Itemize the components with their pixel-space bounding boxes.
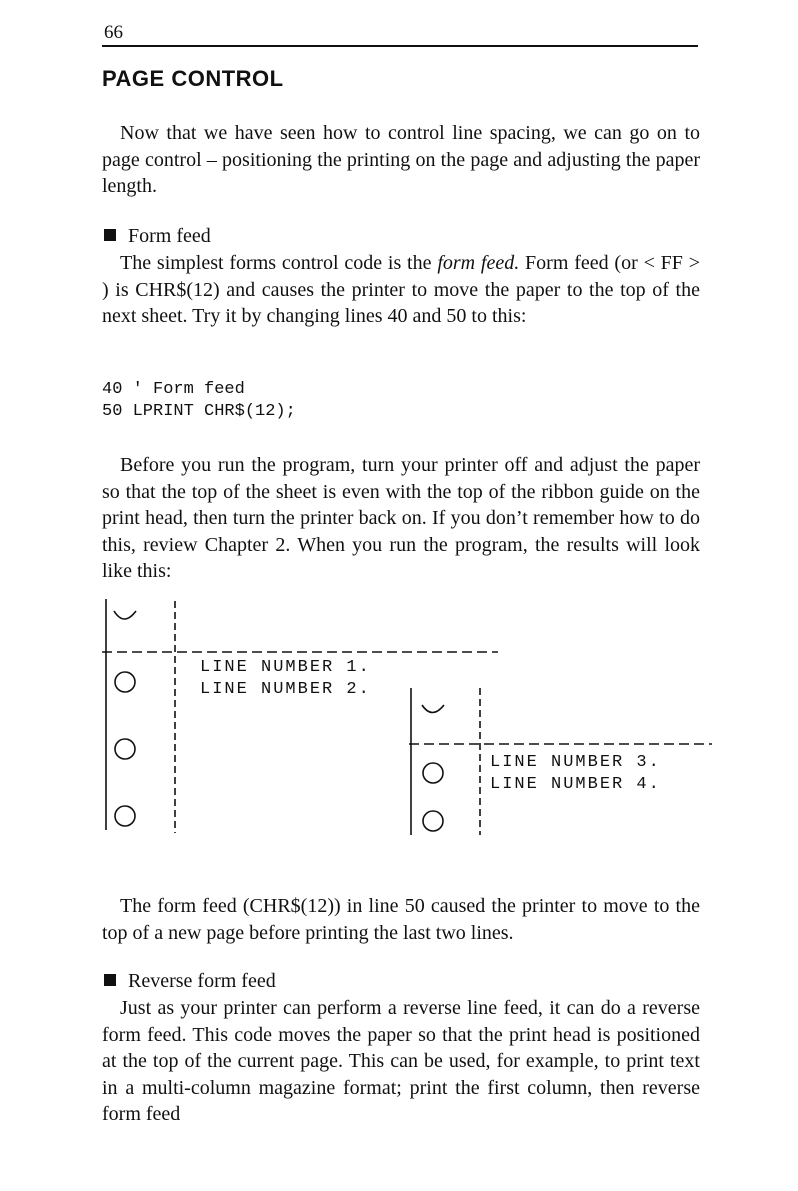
intro-paragraph	[102, 120, 700, 200]
sprocket-hole-half	[114, 611, 136, 619]
printout-line-2: LINE NUMBER 2.	[200, 680, 371, 699]
bullet-reverse-form-feed-title: Reverse form feed	[128, 970, 276, 992]
reverse-form-feed-text: Just as your printer can perform a reverse line feed, it can do a reverse form feed. This code moves the paper so that the print head is positioned at the top of the current page. This can be used, for example, to print text in a multi-column magazine format; print the first column, then reverse form feed	[102, 997, 700, 1125]
page-title: PAGE CONTROL	[102, 66, 284, 91]
sprocket-hole	[115, 739, 135, 759]
bullet-reverse-form-feed	[102, 968, 276, 994]
intro-text: Now that we have seen how to control line spacing, we can go on to page control – positioning the printing on the page and adjusting the paper length.	[102, 122, 700, 197]
printout-drawing	[100, 595, 720, 845]
sprocket-hole-half-2	[422, 705, 444, 713]
form-feed-text-b: Form feed (or < FF > ) is CHR$(12) and causes the printer to move the paper to the top of the next sheet. Try it by changing lines 40 and 50 to this:	[102, 252, 701, 327]
code-line: 50 LPRINT CHR$(12);	[102, 402, 296, 421]
form-feed-text-3: The form feed (CHR$(12)) in line 50 caused the printer to move to the top of a new page before printing the last two lines.	[102, 895, 700, 944]
form-feed-paragraph-3	[102, 893, 700, 946]
printout-line-3: LINE NUMBER 3.	[490, 753, 661, 772]
form-feed-paragraph-2	[102, 452, 700, 585]
bullet-form-feed-title: Form feed	[128, 225, 211, 247]
sprocket-hole	[115, 672, 135, 692]
form-feed-term: form feed.	[437, 252, 520, 274]
header-rule	[102, 45, 698, 47]
bullet-square-icon	[104, 974, 116, 986]
sprocket-hole	[115, 806, 135, 826]
sprocket-hole	[423, 763, 443, 783]
printout-line-1: LINE NUMBER 1.	[200, 658, 371, 677]
printout-line-4: LINE NUMBER 4.	[490, 775, 661, 794]
sprocket-hole	[423, 811, 443, 831]
reverse-form-feed-paragraph	[102, 995, 700, 1128]
bullet-square-icon	[104, 229, 116, 241]
page-number: 66	[104, 22, 123, 43]
form-feed-text-a: The simplest forms control code is the	[120, 252, 438, 274]
form-feed-paragraph	[102, 250, 700, 330]
printout-sample	[100, 595, 720, 845]
form-feed-text-2: Before you run the program, turn your printer off and adjust the paper so that the top of the sheet is even with the top of the ribbon guide on the print head, then turn the printer back on. If you don’t remember how to do this, review Chapter 2. When you run the program, the results will look like this:	[102, 454, 700, 582]
code-listing	[102, 379, 296, 423]
bullet-form-feed	[102, 223, 211, 249]
code-line: 40 ' Form feed	[102, 380, 245, 399]
